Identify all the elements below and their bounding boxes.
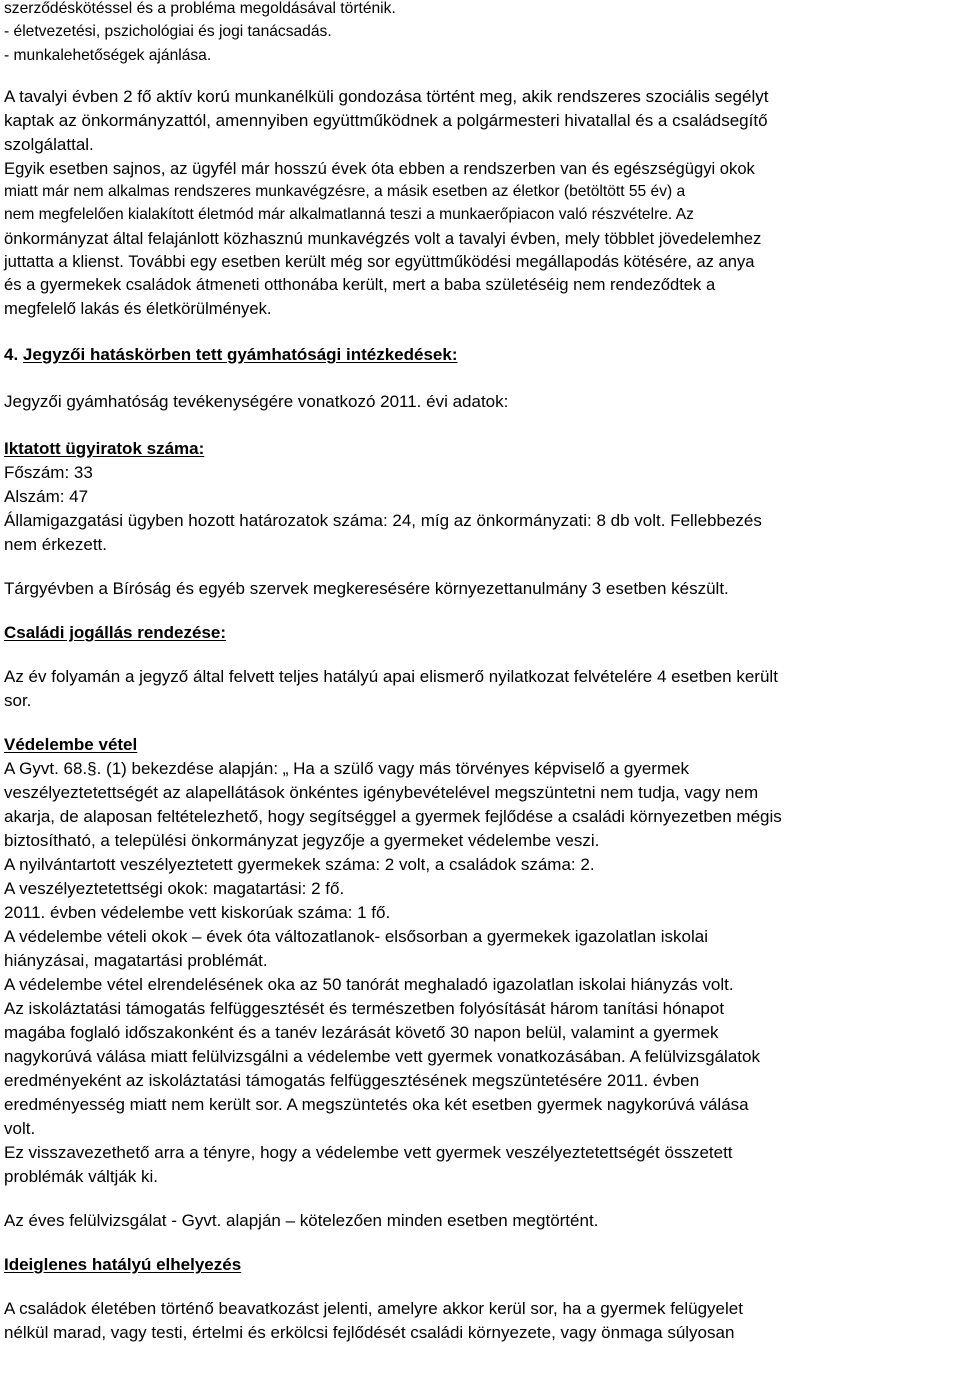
annual-review-text: Az éves felülvizsgálat - Gyvt. alapján – kötelezően minden esetben megtörtént. — [4, 1210, 599, 1230]
text-line: A veszélyeztetettségi okok: magatartási: 2 fő. — [4, 878, 345, 898]
text-line: Az iskoláztatási támogatás felfüggesztését és természetben folyósítását három tanítási hónapot — [4, 998, 725, 1018]
family-status-block — [4, 621, 958, 713]
text-line: Egyik esetben sajnos, az ügyfél már hosszú évek óta ebben a rendszerben van és egészségügyi okok — [4, 158, 755, 178]
text-line: nélkül marad, vagy testi, értelmi és erkölcsi fejlődését családi környezete, vagy önmaga súlyosan — [4, 1322, 735, 1342]
text-line: Alszám: 47 — [4, 486, 89, 506]
text-line: A védelembe vétel elrendelésének oka az 50 tanórát meghaladó igazolatlan iskolai hiányzás volt. — [4, 974, 734, 994]
text-line: 2011. évben védelembe vett kiskorúak száma: 1 fő. — [4, 902, 391, 922]
filed-docs-block — [4, 437, 958, 557]
text-line: sor. — [4, 690, 32, 710]
text-line: szolgálattal. — [4, 134, 94, 154]
section-heading — [4, 343, 958, 367]
text-line: Ez visszavezethető arra a tényre, hogy a védelembe vett gyermek veszélyeztetettségét összetett — [4, 1142, 733, 1162]
text-line: szerződéskötéssel és a probléma megoldásával történik. — [4, 0, 396, 17]
text-line: - munkalehetőségek ajánlása. — [4, 46, 212, 64]
text-line: A nyilvántartott veszélyeztetett gyermekek száma: 2 volt, a családok száma: 2. — [4, 854, 595, 874]
text-line: és a gyermekek családok átmeneti otthonába került, mert a baba születéséig nem rendeződtek a — [4, 275, 716, 295]
text-line: önkormányzat által felajánlott közhasznú munkavégzés volt a tavalyi évben, mely többlet jövedelemhez — [4, 228, 762, 248]
text-line: nagykorúvá válása miatt felülvizsgálni a védelembe vett gyermek vonatkozásában. A felülvizsgálatok — [4, 1046, 760, 1066]
text-line: hiányzásai, magatartási problémát. — [4, 950, 268, 970]
text-line: eredményesség miatt nem került sor. A megszüntetés oka két esetben gyermek nagykorúvá válása — [4, 1094, 749, 1114]
text-line: megfelelő lakás és életkörülmények. — [4, 298, 272, 318]
temporary-placement-heading: Ideiglenes hatályú elhelyezés — [4, 1254, 242, 1274]
text-line: miatt már nem alkalmas rendszeres munkavégzésre, a másik esetben az életkor (betöltött 55 év) a — [4, 183, 686, 201]
text-line: A Gyvt. 68.§. (1) bekezdése alapján: „ Ha a szülő vagy más törvényes képviselő a gyermek — [4, 758, 690, 778]
text-line: volt. — [4, 1118, 36, 1138]
text-line: A védelembe vételi okok – évek óta változatlanok- elsősorban a gyermekek igazolatlan iskolai — [4, 926, 709, 946]
text-line: nem érkezett. — [4, 534, 107, 554]
family-status-heading: Családi jogállás rendezése: — [4, 622, 227, 642]
text-line: akarja, de alaposan feltételezhető, hogy segítséggel a gyermek fejlődése a családi környezetben mégis — [4, 806, 782, 826]
section-title: Jegyzői hatáskörben tett gyámhatósági intézkedések: — [22, 344, 458, 364]
stats-intro: Jegyzői gyámhatóság tevékenységére vonatkozó 2011. évi adatok: — [4, 391, 509, 411]
paragraph-case — [4, 157, 958, 320]
text-line: - életvezetési, pszichológiai és jogi tanácsadás. — [4, 23, 332, 41]
text-line: juttatta a klienst. További egy esetben került még sor együttműködési megállapodás kötésére, az anya — [4, 252, 755, 272]
text-line: A családok életében történő beavatkozást jelenti, amelyre akkor kerül sor, ha a gyermek felügyelet — [4, 1298, 743, 1318]
text-line: biztosítható, a települési önkormányzat jegyzője a gyermeket védelembe veszi. — [4, 830, 600, 850]
text-line: Államigazgatási ügyben hozott határozatok száma: 24, míg az önkormányzati: 8 db volt. Fellebbezés — [4, 510, 762, 530]
filed-docs-heading: Iktatott ügyiratok száma: — [4, 438, 205, 458]
section-number: 4. — [4, 344, 19, 364]
intro-block — [4, 0, 958, 67]
text-line: nem megfelelően kialakított életmód már alkalmatlanná teszi a munkaerőpiacon való részvételre. Az — [4, 206, 694, 224]
temporary-placement-block — [4, 1253, 958, 1345]
text-line: problémák váltják ki. — [4, 1166, 159, 1186]
text-line: veszélyeztetettségét az alapellátások önkéntes igénybevételével megszüntetni nem tudja, vagy nem — [4, 782, 759, 802]
protection-block — [4, 733, 958, 1189]
court-requests-text: Tárgyévben a Bíróság és egyéb szervek megkeresésére környezettanulmány 3 esetben készült. — [4, 578, 729, 598]
paragraph-unemployed — [4, 85, 958, 157]
text-line: eredményeként az iskoláztatási támogatás felfüggesztésének megszüntetésére 2011. évben — [4, 1070, 700, 1090]
text-line: Főszám: 33 — [4, 462, 93, 482]
text-line: kaptak az önkormányzattól, amennyiben együttműködnek a polgármesteri hivatallal és a családsegítő — [4, 110, 768, 130]
text-line: magába foglaló időszakonként és a tanév lezárását követő 30 napon belül, valamint a gyermek — [4, 1022, 719, 1042]
document-page — [4, 0, 958, 1345]
text-line: A tavalyi évben 2 fő aktív korú munkanélküli gondozása történt meg, akik rendszeres szociális segélyt — [4, 86, 769, 106]
text-line: Az év folyamán a jegyző által felvett teljes hatályú apai elismerő nyilatkozat felvételére 4 esetben került — [4, 666, 778, 686]
protection-heading: Védelembe vétel — [4, 734, 138, 754]
